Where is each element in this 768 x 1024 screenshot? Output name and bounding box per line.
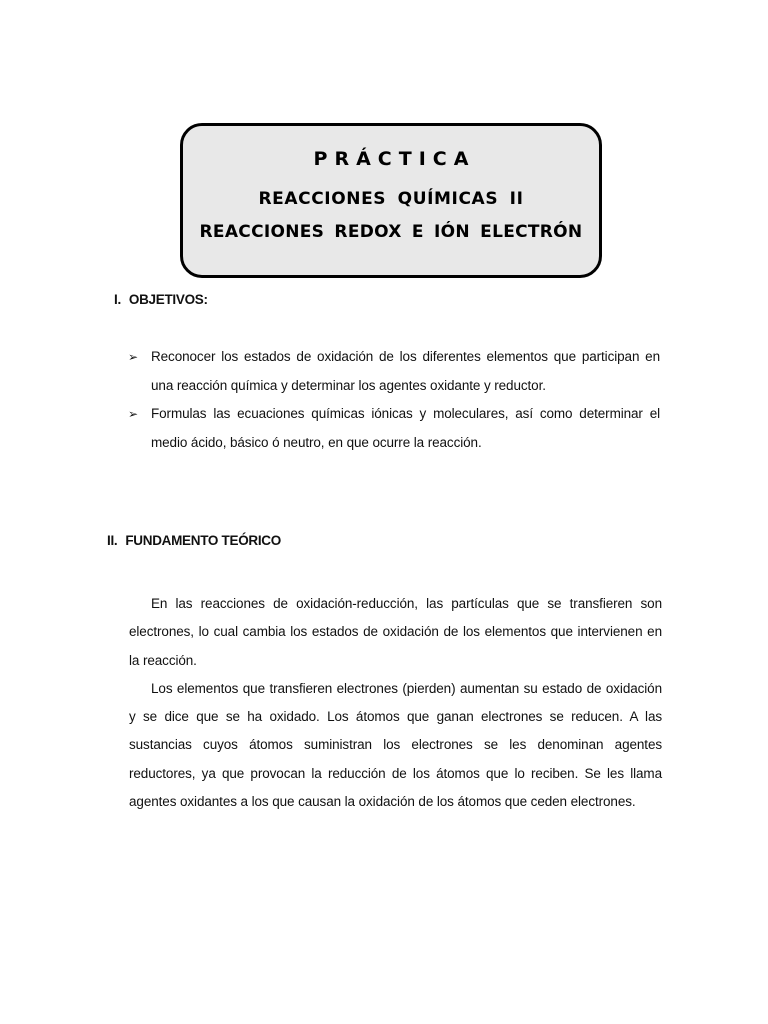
list-item-text: Reconocer los estados de oxidación de los diferentes elementos que participan en una reacción química y determinar los agentes oxidante y reductor. (151, 349, 660, 393)
section-title: FUNDAMENTO TEÓRICO (125, 533, 281, 548)
section-title: OBJETIVOS: (128, 292, 208, 307)
section-number: I. (114, 292, 121, 307)
document-title: PRÁCTICA (313, 148, 476, 170)
arrowhead-bullet-icon: ➢ (128, 407, 138, 421)
arrowhead-bullet-icon: ➢ (128, 350, 138, 364)
paragraph: Los elementos que transfieren electrones (pierden) aumentan su estado de oxidación y se dice que se ha oxidado. Los átomos que ganan electrones se reducen. A las sustancias cuyos átomos suministran los electrones se les denominan agentes reductores, ya que provocan la reducción de los átomos que lo reciben. Se les llama agentes oxidantes a los que causan la oxidación de los átomos que ceden electrones. (129, 680, 662, 810)
list-item (128, 343, 660, 400)
title-box (180, 123, 602, 278)
section-number: II. (107, 533, 118, 548)
list-item-text: Formulas las ecuaciones químicas iónicas y moleculares, así como determinar el medio ácido, básico ó neutro, en que ocurre la reacción. (151, 406, 660, 450)
document-subtitle-2: REACCIONES REDOX E IÓN ELECTRÓN (199, 222, 583, 242)
section-heading-fundamento (107, 533, 281, 548)
section-heading-objetivos (114, 292, 208, 307)
list-item (128, 400, 660, 457)
paragraph: En las reacciones de oxidación-reducción, las partículas que se transfieren son electrones, lo cual cambia los estados de oxidación de los elementos que intervienen en la reacción. (129, 596, 662, 668)
document-subtitle: REACCIONES QUÍMICAS II (258, 189, 524, 209)
objectives-list (128, 343, 660, 457)
theory-body (129, 590, 662, 816)
